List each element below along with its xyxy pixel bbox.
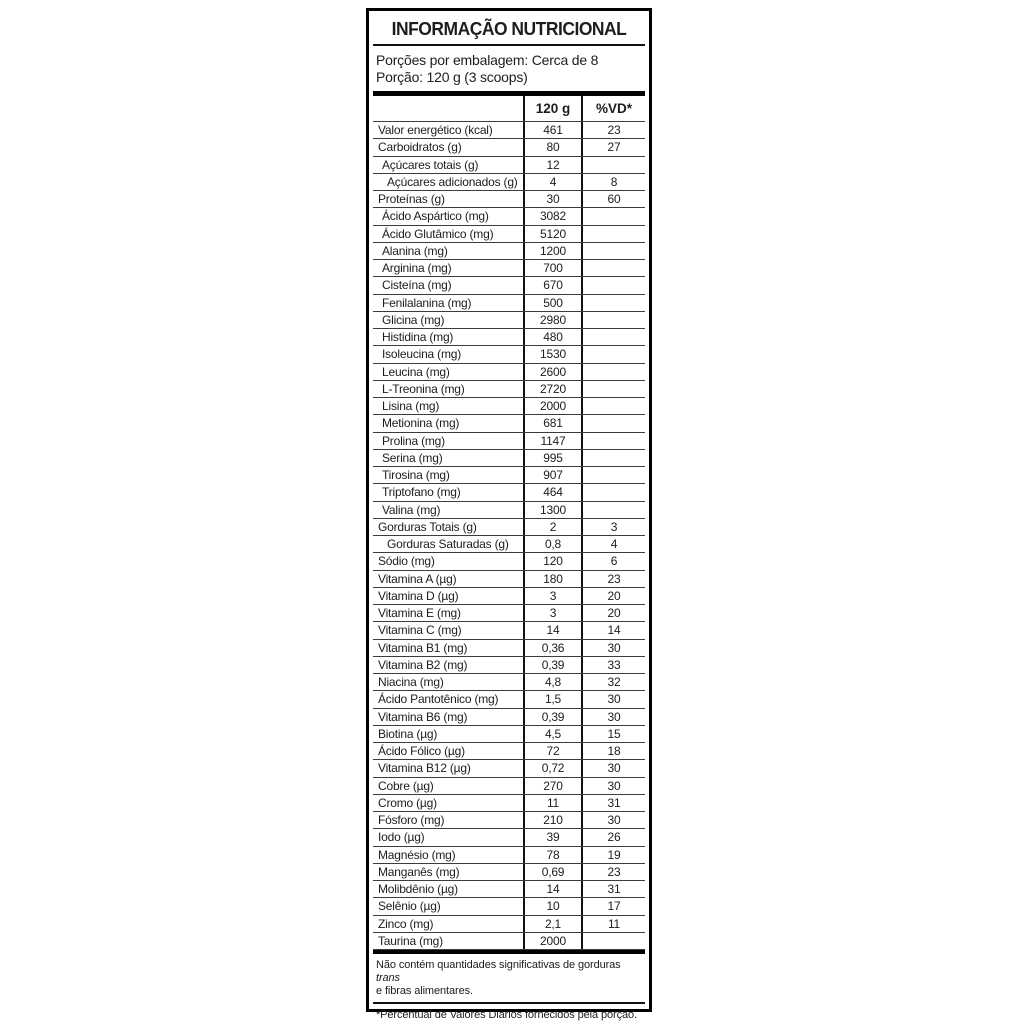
nutrient-daily-value [583, 329, 645, 345]
nutrient-amount: 10 [523, 898, 583, 914]
nutrient-daily-value [583, 933, 645, 949]
nutrient-amount: 4,8 [523, 674, 583, 690]
nutrient-name: Manganês (mg) [378, 864, 460, 879]
nutrient-daily-value: 31 [607, 795, 621, 810]
nutrient-daily-value: 20 [607, 606, 621, 621]
nutrient-amount: 2000 [523, 933, 583, 949]
nutrient-amount: 2980 [523, 312, 583, 328]
nutrient-amount: 1147 [523, 433, 583, 449]
nutrient-name: Ácido Aspártico (mg) [382, 209, 489, 224]
nutrient-daily-value [583, 277, 645, 293]
nutrient-daily-value [583, 502, 645, 518]
nutrient-daily-value: 23 [607, 123, 621, 138]
nutrient-amount: 180 [523, 571, 583, 587]
nutrient-name: Vitamina A (µg) [378, 571, 457, 586]
nutrient-amount: 2,1 [523, 916, 583, 932]
nutrient-name: Taurina (mg) [378, 933, 443, 948]
nutrient-amount: 1,5 [523, 691, 583, 707]
nutrient-daily-value: 8 [610, 174, 618, 189]
table-row [373, 139, 645, 156]
table-row [373, 691, 645, 708]
table-row [373, 812, 645, 829]
nutrient-amount: 681 [523, 415, 583, 431]
nutrient-daily-value: 30 [607, 640, 621, 655]
nutrient-amount: 4 [523, 174, 583, 190]
nutrient-name: Ácido Glutâmico (mg) [382, 226, 494, 241]
nutrient-daily-value [583, 157, 645, 173]
table-row [373, 450, 645, 467]
nutrient-amount: 1300 [523, 502, 583, 518]
nutrient-name: Leucina (mg) [382, 364, 450, 379]
table-row [373, 502, 645, 519]
nutrient-name: Serina (mg) [382, 450, 443, 465]
nutrient-daily-value [583, 415, 645, 431]
table-row [373, 588, 645, 605]
table-row [373, 364, 645, 381]
trans-note-italic: trans [376, 972, 400, 984]
nutrient-amount: 72 [523, 743, 583, 759]
nutrient-daily-value [583, 226, 645, 242]
table-row [373, 657, 645, 674]
nutrient-name: Magnésio (mg) [378, 847, 456, 862]
nutrient-daily-value [583, 243, 645, 259]
table-row [373, 933, 645, 950]
nutrient-name: Arginina (mg) [382, 261, 452, 276]
nutrient-daily-value [583, 398, 645, 414]
nutrient-amount: 2600 [523, 364, 583, 380]
nutrient-name: Vitamina B1 (mg) [378, 640, 468, 655]
nutrient-daily-value [583, 312, 645, 328]
table-row [373, 829, 645, 846]
nutrient-name: Lisina (mg) [382, 399, 440, 414]
nutrient-amount: 995 [523, 450, 583, 466]
nutrient-name: Niacina (mg) [378, 675, 444, 690]
table-row [373, 122, 645, 139]
nutrient-daily-value: 18 [607, 744, 621, 759]
nutrient-amount: 2720 [523, 381, 583, 397]
nutrient-daily-value [583, 260, 645, 276]
nutrient-amount: 2000 [523, 398, 583, 414]
table-header-row [373, 96, 645, 122]
nutrient-name: Gorduras Totais (g) [378, 519, 477, 534]
nutrient-name: Vitamina B6 (mg) [378, 709, 468, 724]
table-row [373, 191, 645, 208]
nutrient-name: Tirosina (mg) [382, 468, 450, 483]
table-row [373, 346, 645, 363]
nutrient-name: Cobre (µg) [378, 778, 434, 793]
nutrient-amount: 270 [523, 778, 583, 794]
nutrient-daily-value: 19 [607, 847, 621, 862]
table-row [373, 519, 645, 536]
nutrient-amount: 11 [523, 795, 583, 811]
nutrient-amount: 3 [523, 588, 583, 604]
nutrient-amount: 2 [523, 519, 583, 535]
trans-note-text: Não contém quantidades significativas de gorduras [376, 959, 621, 971]
nutrient-amount: 1200 [523, 243, 583, 259]
table-row [373, 743, 645, 760]
table-row [373, 726, 645, 743]
daily-value-note: *Percentual de Valores Diários fornecidos pela porção. [376, 1009, 637, 1021]
nutrient-name: Prolina (mg) [382, 433, 445, 448]
nutrient-daily-value [583, 467, 645, 483]
nutrient-name: Alanina (mg) [382, 243, 448, 258]
label-title [373, 17, 645, 41]
nutrient-table-body [373, 122, 645, 950]
nutrient-amount: 78 [523, 847, 583, 863]
table-row [373, 157, 645, 174]
nutrient-name: Ácido Fólico (µg) [378, 744, 465, 759]
nutrient-amount: 5120 [523, 226, 583, 242]
nutrient-daily-value: 3 [610, 519, 618, 534]
nutrient-daily-value: 30 [607, 761, 621, 776]
nutrient-amount: 39 [523, 829, 583, 845]
nutrient-amount: 80 [523, 139, 583, 155]
nutrient-name: Fenilalanina (mg) [382, 295, 472, 310]
table-row [373, 674, 645, 691]
nutrient-daily-value: 15 [607, 726, 621, 741]
table-row [373, 277, 645, 294]
nutrient-daily-value: 6 [610, 554, 618, 569]
nutrient-name: Açúcares totais (g) [382, 157, 479, 172]
servings-per-package: Porções por embalagem: Cerca de 8 [376, 52, 599, 68]
nutrient-daily-value: 31 [607, 882, 621, 897]
nutrient-amount: 1530 [523, 346, 583, 362]
nutrient-daily-value: 30 [607, 692, 621, 707]
nutrient-name: Cromo (µg) [378, 795, 437, 810]
nutrient-daily-value: 30 [607, 778, 621, 793]
nutrient-amount: 30 [523, 191, 583, 207]
nutrient-amount: 907 [523, 467, 583, 483]
table-row [373, 433, 645, 450]
table-row [373, 553, 645, 570]
nutrient-daily-value: 4 [610, 537, 618, 552]
nutrient-name: Metionina (mg) [382, 416, 460, 431]
serving-info [373, 46, 645, 91]
nutrient-name: Vitamina B2 (mg) [378, 657, 468, 672]
nutrient-amount: 0,72 [523, 760, 583, 776]
nutrient-daily-value: 23 [607, 864, 621, 879]
column-header-amount: 120 g [523, 96, 583, 121]
nutrient-amount: 210 [523, 812, 583, 828]
table-row [373, 329, 645, 346]
trans-fat-note [373, 954, 645, 1002]
nutrient-daily-value [583, 346, 645, 362]
nutrient-amount: 670 [523, 277, 583, 293]
table-row [373, 536, 645, 553]
nutrient-daily-value [583, 381, 645, 397]
nutrient-daily-value [583, 364, 645, 380]
label-title-text: INFORMAÇÃO NUTRICIONAL [391, 19, 627, 39]
nutrient-daily-value [583, 484, 645, 500]
nutrient-name: Triptofano (mg) [382, 485, 461, 500]
nutrient-amount: 0,39 [523, 709, 583, 725]
nutrient-name: Selênio (µg) [378, 899, 441, 914]
table-row [373, 864, 645, 881]
nutrient-daily-value: 14 [607, 623, 621, 638]
table-row [373, 226, 645, 243]
nutrient-name: Cisteína (mg) [382, 278, 452, 293]
table-row [373, 260, 645, 277]
portion-size: Porção: 120 g (3 scoops) [376, 69, 528, 85]
nutrient-amount: 464 [523, 484, 583, 500]
table-row [373, 312, 645, 329]
nutrient-amount: 3082 [523, 208, 583, 224]
table-row [373, 847, 645, 864]
nutrient-amount: 0,36 [523, 640, 583, 656]
table-row [373, 916, 645, 933]
nutrient-amount: 0,69 [523, 864, 583, 880]
table-row [373, 208, 645, 225]
table-row [373, 760, 645, 777]
table-row [373, 415, 645, 432]
nutrient-amount: 12 [523, 157, 583, 173]
table-row [373, 605, 645, 622]
nutrient-daily-value: 27 [607, 140, 621, 155]
table-row [373, 622, 645, 639]
trans-note-line2: e fibras alimentares. [376, 985, 473, 997]
nutrient-name: Vitamina D (µg) [378, 588, 459, 603]
nutrient-daily-value: 30 [607, 813, 621, 828]
column-header-dv: %VD* [595, 101, 632, 116]
nutrient-amount: 461 [523, 122, 583, 138]
nutrient-name: Isoleucina (mg) [382, 347, 462, 362]
table-row [373, 898, 645, 915]
nutrient-daily-value: 30 [607, 709, 621, 724]
table-row [373, 881, 645, 898]
nutrient-name: L-Treonina (mg) [382, 381, 465, 396]
table-row [373, 381, 645, 398]
table-row [373, 174, 645, 191]
nutrient-name: Biotina (µg) [378, 726, 438, 741]
nutrient-daily-value [583, 208, 645, 224]
table-row [373, 467, 645, 484]
nutrient-daily-value: 60 [607, 192, 621, 207]
nutrient-name: Glicina (mg) [382, 312, 445, 327]
nutrient-name: Valor energético (kcal) [378, 123, 493, 138]
table-row [373, 484, 645, 501]
nutrient-daily-value: 26 [607, 830, 621, 845]
table-row [373, 640, 645, 657]
table-row [373, 295, 645, 312]
nutrient-amount: 0,8 [523, 536, 583, 552]
table-row [373, 795, 645, 812]
table-row [373, 571, 645, 588]
nutrient-amount: 500 [523, 295, 583, 311]
nutrient-daily-value [583, 433, 645, 449]
nutrient-daily-value: 11 [607, 916, 621, 931]
nutrient-amount: 480 [523, 329, 583, 345]
nutrient-name: Fósforo (mg) [378, 813, 445, 828]
nutrient-name: Ácido Pantotênico (mg) [378, 692, 499, 707]
nutrient-daily-value: 32 [607, 675, 621, 690]
nutrient-name: Vitamina B12 (µg) [378, 761, 471, 776]
nutrient-name: Valina (mg) [382, 502, 441, 517]
nutrient-name: Açúcares adicionados (g) [387, 174, 518, 189]
nutrient-name: Zinco (mg) [378, 916, 434, 931]
nutrient-name: Sódio (mg) [378, 554, 435, 569]
nutrient-name: Carboidratos (g) [378, 140, 462, 155]
nutrient-amount: 14 [523, 881, 583, 897]
table-row [373, 398, 645, 415]
header-nutrient-column [373, 96, 523, 121]
nutrient-amount: 14 [523, 622, 583, 638]
table-row [373, 778, 645, 795]
nutrient-name: Iodo (µg) [378, 830, 425, 845]
nutrition-facts-label [366, 8, 652, 1021]
nutrient-name: Proteínas (g) [378, 192, 445, 207]
nutrient-daily-value [583, 450, 645, 466]
nutrient-amount: 3 [523, 605, 583, 621]
nutrient-amount: 0,39 [523, 657, 583, 673]
nutrient-amount: 4,5 [523, 726, 583, 742]
nutrient-amount: 120 [523, 553, 583, 569]
table-row [373, 709, 645, 726]
nutrient-daily-value: 33 [607, 657, 621, 672]
nutrient-amount: 700 [523, 260, 583, 276]
nutrient-name: Molibdênio (µg) [378, 882, 458, 897]
nutrient-name: Histidina (mg) [382, 330, 454, 345]
nutrient-name: Gorduras Saturadas (g) [387, 537, 509, 552]
nutrient-daily-value: 20 [607, 588, 621, 603]
nutrient-daily-value: 23 [607, 571, 621, 586]
table-row [373, 243, 645, 260]
nutrient-daily-value: 17 [607, 899, 621, 914]
nutrient-daily-value [583, 295, 645, 311]
nutrient-name: Vitamina E (mg) [378, 606, 461, 621]
nutrient-name: Vitamina C (mg) [378, 623, 462, 638]
